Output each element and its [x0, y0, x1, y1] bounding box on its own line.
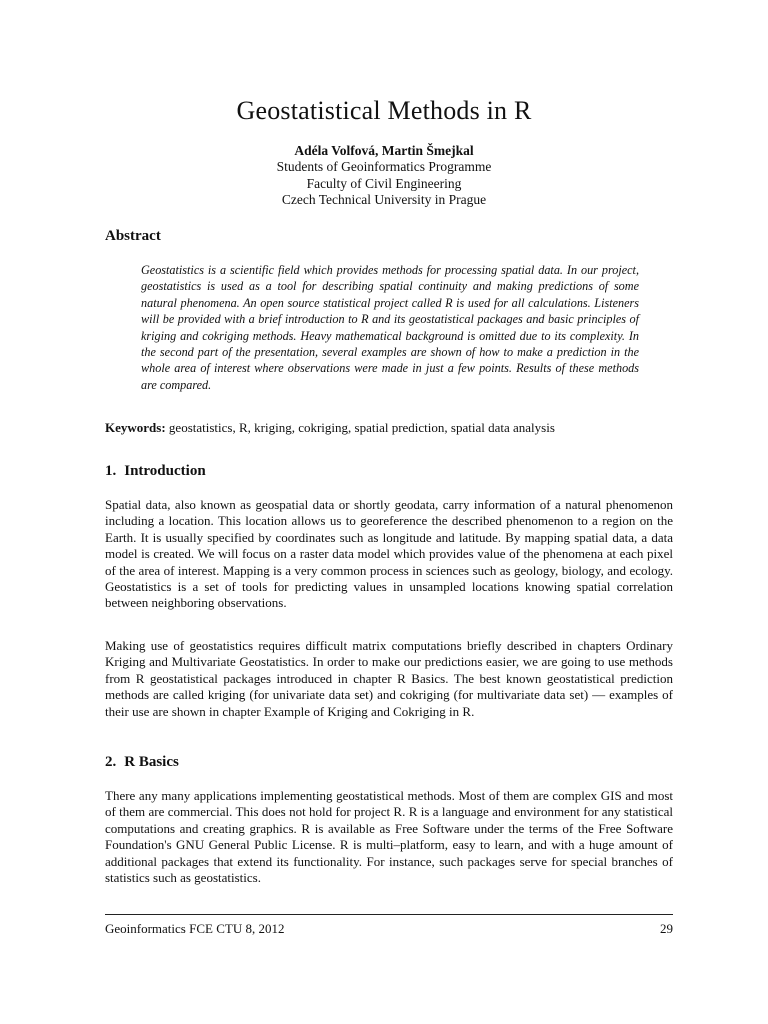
footer-divider — [105, 914, 673, 915]
r-basics-paragraph-1: There any many applications implementing geostatistical methods. Most of them are complex GIS and most of them are commercial. This does not hold for project R. R is a language and environment for any statistical computations and creating graphics. R is available as Free Software under the terms of the Free Software Foundation's GNU General Public License. R is multi–platform, easy to learn, and with a huge amount of additional packages that extend its functionality. For instance, such packages serve for special branches of statistics such as geostatistics. — [105, 788, 673, 886]
affiliation-block — [0, 159, 768, 209]
affiliation-line: Faculty of Civil Engineering — [306, 175, 462, 191]
section-heading-introduction — [105, 461, 206, 481]
section-title: Introduction — [124, 463, 206, 479]
section-heading-r-basics — [105, 752, 179, 772]
footer-journal: Geoinformatics FCE CTU 8, 2012 — [105, 921, 285, 936]
section-number: 1. — [105, 463, 117, 479]
keywords-list: geostatistics, R, kriging, cokriging, spatial prediction, spatial data analysis — [168, 420, 555, 435]
section-title: R Basics — [124, 754, 179, 770]
introduction-paragraph-1: Spatial data, also known as geospatial data or shortly geodata, carry information of a natural phenomenon including a location. This location allows us to georeference the described phenomenon to a region on the Earth. It is usually specified by coordinates such as longitude and latitude. By mapping spatial data, a data model is created. We will focus on a raster data model which provides value of the phenomena at each pixel of the area of interest. Mapping is a very common process in sciences such as geology, biology, and ecology. Geostatistics is a set of tools for predicting values in unsampled locations knowing spatial correlation between neighboring observations. — [105, 497, 673, 611]
keywords-label: Keywords: — [105, 420, 166, 435]
author-list: Adéla Volfová, Martin Šmejkal — [294, 143, 474, 158]
abstract-heading: Abstract — [105, 228, 161, 244]
abstract-text: Geostatistics is a scientific field which provides methods for processing spatial data. In our project, geostatistics is used as a tool for describing spatial continuity and making predictions of some natural phenomena. An open source statistical project called R is used for all calculations. Listeners will be provided with a brief introduction to R and its geostatistical packages and basic principles of kriging and cokriging methods. Heavy mathematical background is omitted due to its complexity. In the second part of the presentation, several examples are shown of how to make a prediction in the whole area of interest where observations were made in just a few points. Results of these methods are compared. — [141, 263, 639, 392]
footer-page-number: 29 — [660, 921, 673, 936]
paper-title: Geostatistical Methods in R — [236, 96, 532, 125]
affiliation-line: Students of Geoinformatics Programme — [276, 159, 492, 174]
affiliation-line: Czech Technical University in Prague — [281, 192, 487, 207]
keywords-line — [105, 419, 675, 436]
section-number: 2. — [105, 754, 117, 770]
introduction-paragraph-2: Making use of geostatistics requires difficult matrix computations briefly described in chapters Ordinary Kriging and Multivariate Geostatistics. In order to make our predictions easier, we are going to use methods from R geostatistical packages introduced in chapter R Basics. The best known geostatistical prediction methods are called kriging (for univariate data set) and cokriging (for multivariate data set) — examples of their use are shown in chapter Example of Kriging and Cokriging in R. — [105, 638, 673, 719]
